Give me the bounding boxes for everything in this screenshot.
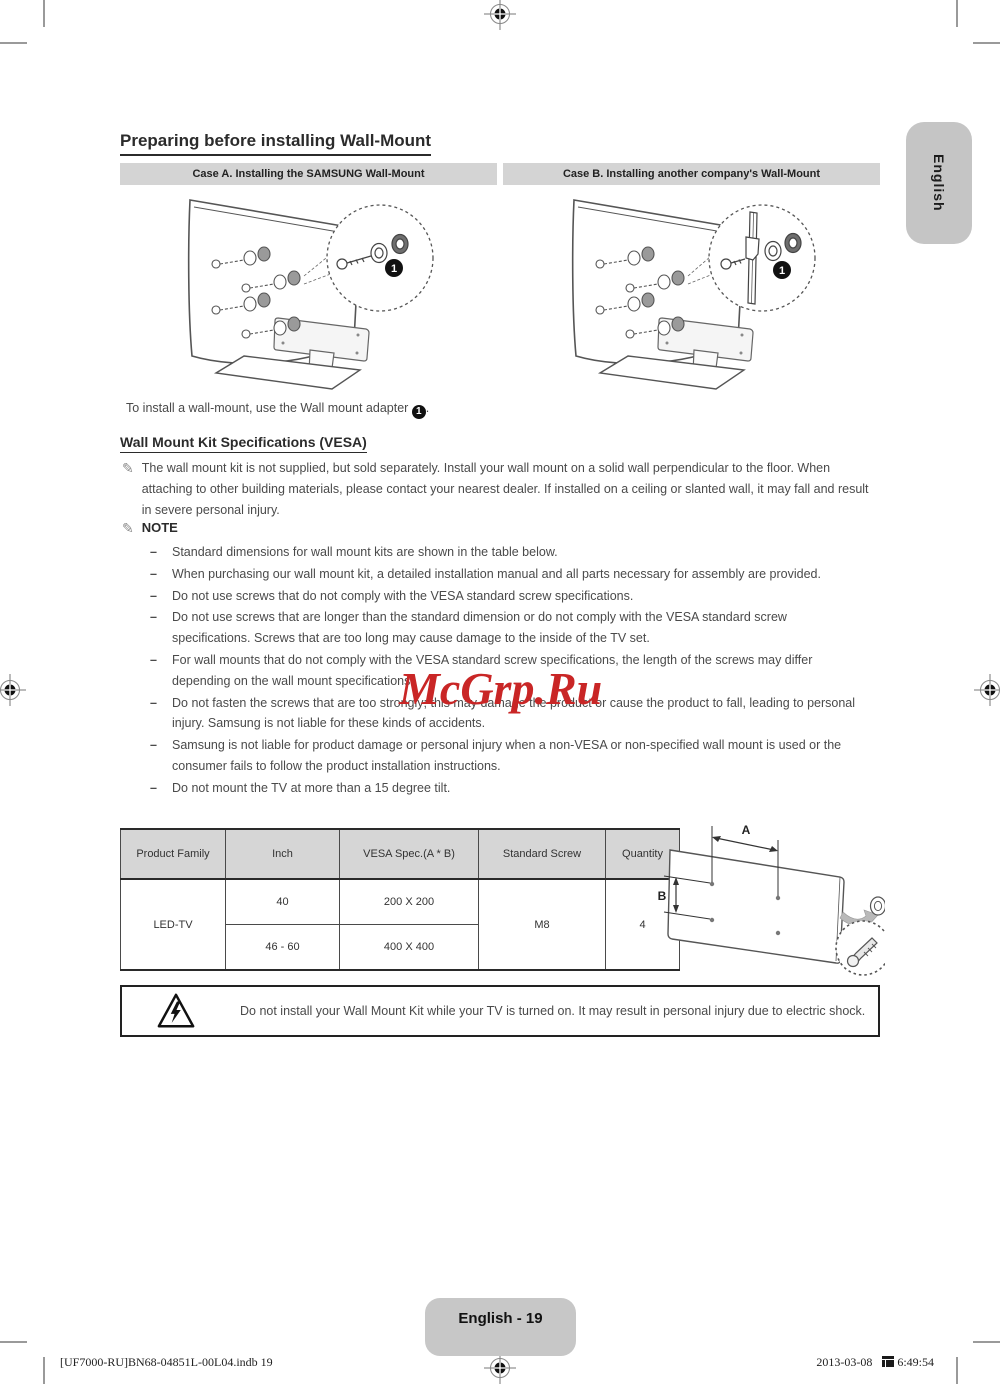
note-item-text: – Standard dimensions for wall mount kits are shown in the table below. [172,545,558,559]
adapter-instruction-text: To install a wall-mount, use the Wall mount adapter [126,401,412,415]
tv-wall-mount-illustration-case-a [128,192,494,392]
col-header-quantity: Quantity [606,829,680,879]
pm-marker-glyph [882,1356,894,1367]
note-item [150,586,862,607]
crop-mark [956,1357,958,1384]
crop-mark [0,42,27,44]
tv-wall-mount-illustration-case-b [560,192,880,392]
dimension-label-a: A [741,823,751,837]
note-item-text: – Do not use screws that do not comply with the VESA standard screw specifications. [172,588,634,603]
table-header-row [121,829,680,879]
page-number-tab [425,1298,576,1356]
warning-triangle-icon [156,991,196,1031]
callout-1-badge-number: 1 [390,263,398,275]
case-a-header [120,163,497,185]
adapter-instruction-period: . [425,401,430,415]
vesa-intro-paragraph [122,458,880,520]
print-time: 6:49:54 [897,1355,934,1369]
col-header-inch: Inch [226,829,340,879]
callout-1-badge-number: 1 [778,265,786,277]
table-row [121,879,680,925]
vesa-section-heading: Wall Mount Kit Specifications (VESA) [120,434,367,453]
note-item-text: – When purchasing our wall mount kit, a detailed installation manual and all parts necessary for assembly are provided. [172,566,821,581]
note-item [150,542,862,563]
print-timestamp [816,1355,934,1370]
note-item-text: – For wall mounts that do not comply with the VESA standard screw specifications, the length of the screws may differ depending on the wall mount specifications. [172,652,813,688]
note-item-text: – Do not mount the TV at more than a 15 degree tilt. [172,780,451,795]
page-number-label: English - 19 [458,1310,543,1327]
cell-inch: 46 - 60 [226,925,340,971]
dimension-label-b: B [657,889,667,903]
note-item-text: – Do not fasten the screws that are too strongly; this may damage the product or cause the product to fall, leading to personal injury. Samsung is not liable for these kinds of accidents. [172,695,856,731]
cell-product-family: LED-TV [121,879,226,970]
adapter-1-badge: 1 [412,405,426,419]
cell-vesa: 400 X 400 [340,925,479,971]
crop-mark [956,0,958,27]
note-item [150,564,862,585]
crop-mark [0,1341,27,1343]
registration-mark-right [974,674,1000,706]
registration-mark-top [484,0,516,30]
pencil-note-icon: ✎ [122,520,134,536]
crop-mark [973,1341,1000,1343]
col-header-product-family: Product Family [121,829,226,879]
language-side-tab-label: English [931,154,947,212]
page-title: Preparing before installing Wall-Mount [120,131,431,156]
warning-text: Do not install your Wall Mount Kit while your TV is turned on. It may result in personal injury due to electric shock. [240,1003,866,1018]
print-file-info: [UF7000-RU]BN68-04851L-00L04.indb 19 [60,1355,273,1369]
screw-icon [337,259,347,269]
adapter-instruction [126,398,429,419]
note-heading [122,520,178,537]
crop-mark [973,42,1000,44]
case-b-header-label: Case B. Installing another company's Wall-Mount [562,168,821,180]
note-item-text: – Do not use screws that are longer than the standard dimension or do not comply with the VESA standard screw specifications. Screws that are too long may cause damage to the inside of the TV set. [172,610,787,646]
magnifier-circle [709,205,815,311]
registration-mark-left [0,674,26,706]
cell-quantity: 4 [606,879,680,970]
cell-standard-screw: M8 [479,879,606,970]
stand-base [216,356,360,389]
col-header-vesa-spec: VESA Spec.(A * B) [340,829,479,879]
stand-base [600,356,744,389]
electric-shock-warning [120,985,880,1037]
cell-inch: 40 [226,879,340,925]
vesa-intro-text: The wall mount kit is not supplied, but sold separately. Install your wall mount on a solid wall perpendicular to the floor. When attaching to other building materials, please contact your nearest dealer. If installed on a ceiling or slanted wall, it may fall and result in severe personal injury. [141,461,869,517]
note-item-text: – Samsung is not liable for product damage or personal injury when a non-VESA or non-specified wall mount is used or the consumer fails to follow the product installation instructions. [172,738,842,773]
language-side-tab [906,122,972,244]
site-watermark: McGrp.Ru [399,663,603,714]
note-item [150,778,862,799]
registration-mark-bottom [484,1352,516,1384]
note-item [150,735,862,777]
screw-icon [721,259,731,269]
print-date: 2013-03-08 [816,1355,873,1369]
tv-panel-outline [668,850,844,963]
pencil-note-icon: ✎ [122,460,134,476]
cell-vesa: 200 X 200 [340,879,479,925]
vesa-dimension-diagram [650,820,885,978]
vesa-spec-table [120,828,680,971]
crop-mark [43,1357,45,1384]
case-b-header [503,163,880,185]
note-heading-label: NOTE [141,520,178,535]
col-header-standard-screw: Standard Screw [479,829,606,879]
note-item [150,607,862,649]
case-a-header-label: Case A. Installing the SAMSUNG Wall-Mount [192,168,425,180]
crop-mark [43,0,45,27]
